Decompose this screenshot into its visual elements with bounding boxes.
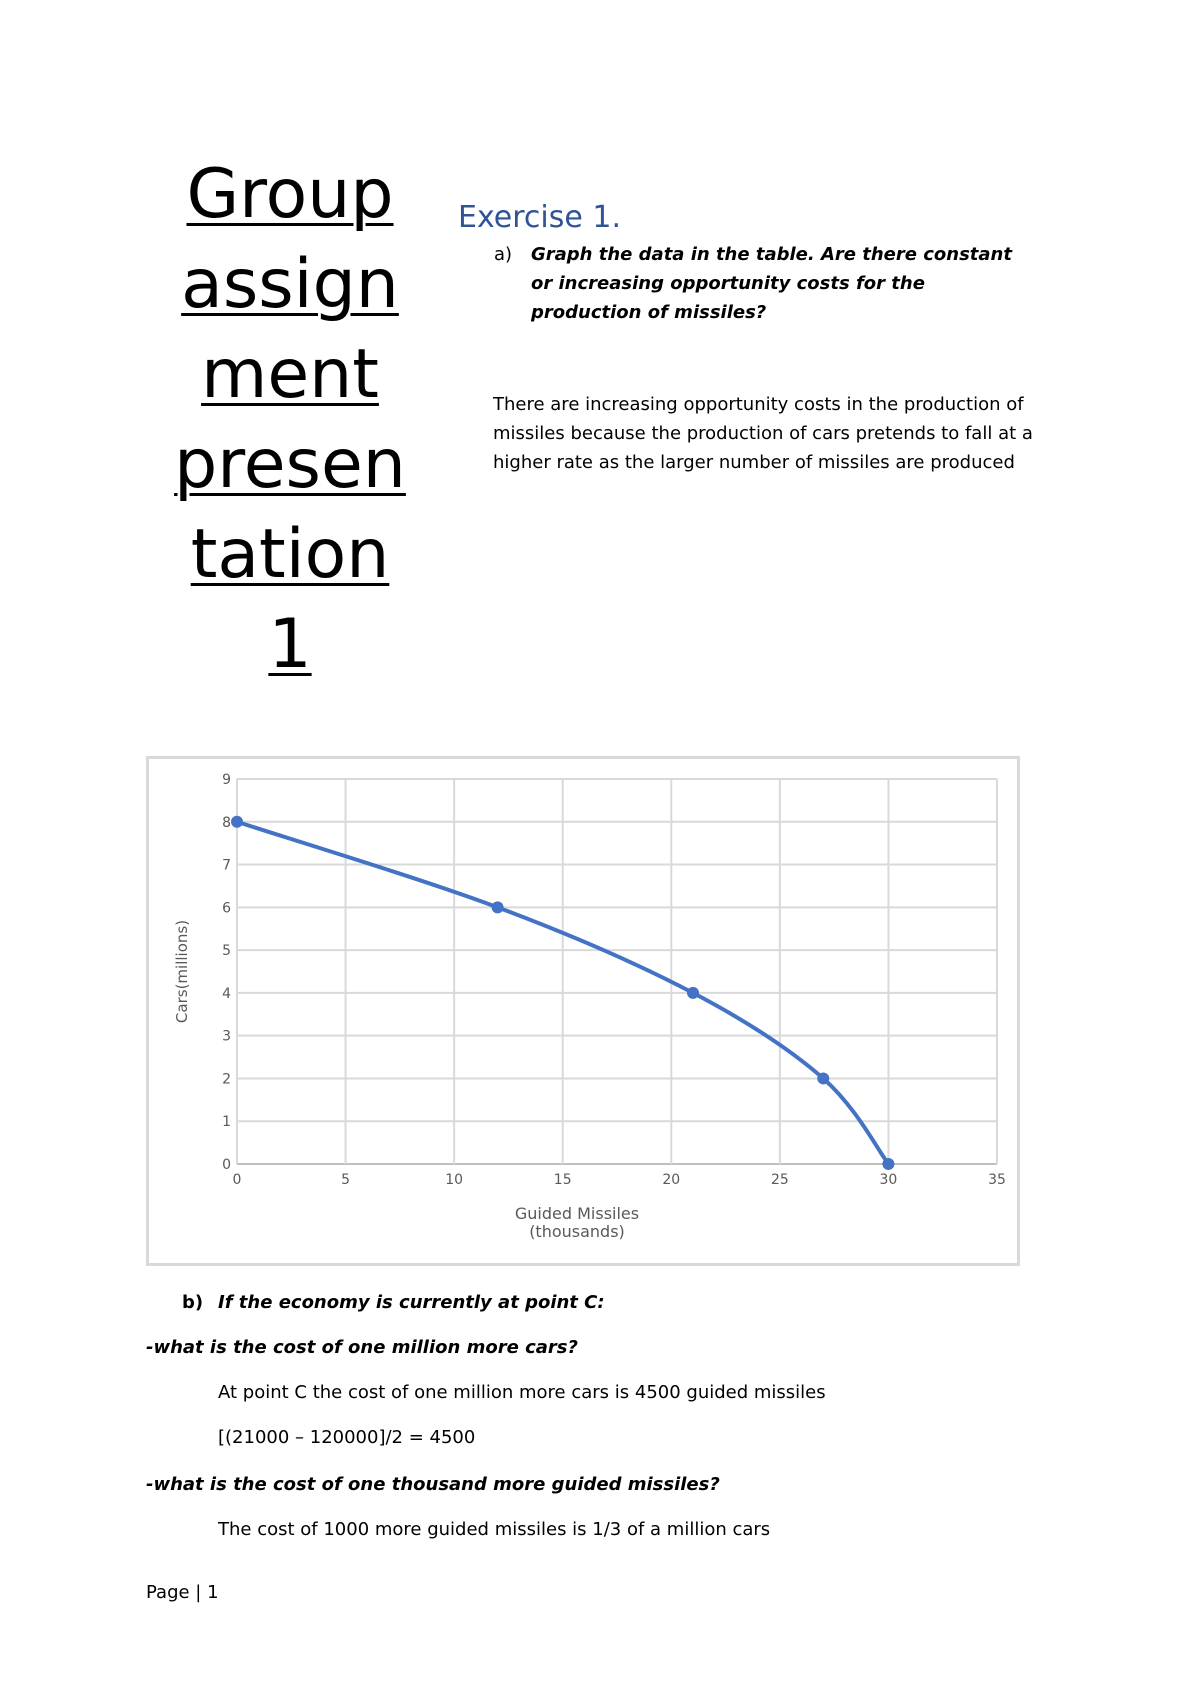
part-a-answer: There are increasing opportunity costs in the production of missiles because the production of cars pretends to fall at a higher rate as the larger number of missiles are produced <box>493 394 1033 473</box>
data-point <box>231 816 243 828</box>
y-tick-label: 3 <box>222 1028 231 1045</box>
title-line-4: presen <box>174 425 406 504</box>
part-b-answer-1: At point C the cost of one million more cars is 4500 guided missiles <box>218 1382 826 1403</box>
x-tick-label: 10 <box>445 1172 464 1188</box>
part-b-marker: b) <box>182 1292 204 1313</box>
x-tick-label: 5 <box>341 1172 351 1188</box>
ppf-chart <box>149 759 1017 1263</box>
page-footer: Page | 1 <box>146 1582 219 1603</box>
x-tick-label: 0 <box>232 1172 242 1188</box>
x-axis-label-line-2: (thousands) <box>529 1222 625 1241</box>
chart-container <box>146 756 1020 1266</box>
x-tick-label: 15 <box>553 1172 572 1188</box>
part-b-subquestion-1: -what is the cost of one million more cars? <box>146 1337 578 1358</box>
data-point <box>882 1158 894 1170</box>
data-point <box>492 901 504 913</box>
title-line-5: tation <box>190 515 390 594</box>
y-tick-label: 9 <box>222 772 231 788</box>
part-a-marker: a) <box>494 244 513 265</box>
data-point <box>817 1072 829 1084</box>
data-point <box>687 987 699 999</box>
x-tick-label: 30 <box>879 1172 898 1188</box>
title-line-1: Group <box>186 155 394 234</box>
x-tick-label: 35 <box>988 1172 1006 1188</box>
part-a-question: Graph the data in the table. Are there constant or increasing opportunity costs for the production of missiles? <box>531 244 1012 323</box>
part-b-answer-2: The cost of 1000 more guided missiles is 1/3 of a million cars <box>218 1519 771 1540</box>
document-title <box>140 150 440 690</box>
title-line-3: ment <box>201 335 379 414</box>
y-tick-label: 0 <box>222 1157 231 1173</box>
y-axis-label: Cars(millions) <box>173 919 191 1024</box>
y-tick-label: 4 <box>222 985 231 1002</box>
part-b-question: If the economy is currently at point C: <box>218 1292 605 1313</box>
part-b-calculation-1: [(21000 – 120000]/2 = 4500 <box>218 1427 476 1448</box>
title-line-6: 1 <box>268 605 312 684</box>
y-tick-label: 8 <box>222 814 231 831</box>
y-tick-label: 2 <box>222 1071 231 1088</box>
exercise-heading: Exercise 1. <box>458 200 621 235</box>
x-tick-label: 25 <box>770 1172 789 1188</box>
y-tick-label: 5 <box>222 943 231 960</box>
x-tick-label: 20 <box>662 1172 681 1188</box>
title-line-2: assign <box>181 245 399 324</box>
part-b-subquestion-2: -what is the cost of one thousand more guided missiles? <box>146 1474 720 1495</box>
y-tick-label: 6 <box>222 900 231 917</box>
x-axis-label-line-1: Guided Missiles <box>514 1204 640 1223</box>
y-tick-label: 1 <box>222 1114 231 1131</box>
y-tick-label: 7 <box>222 857 231 874</box>
